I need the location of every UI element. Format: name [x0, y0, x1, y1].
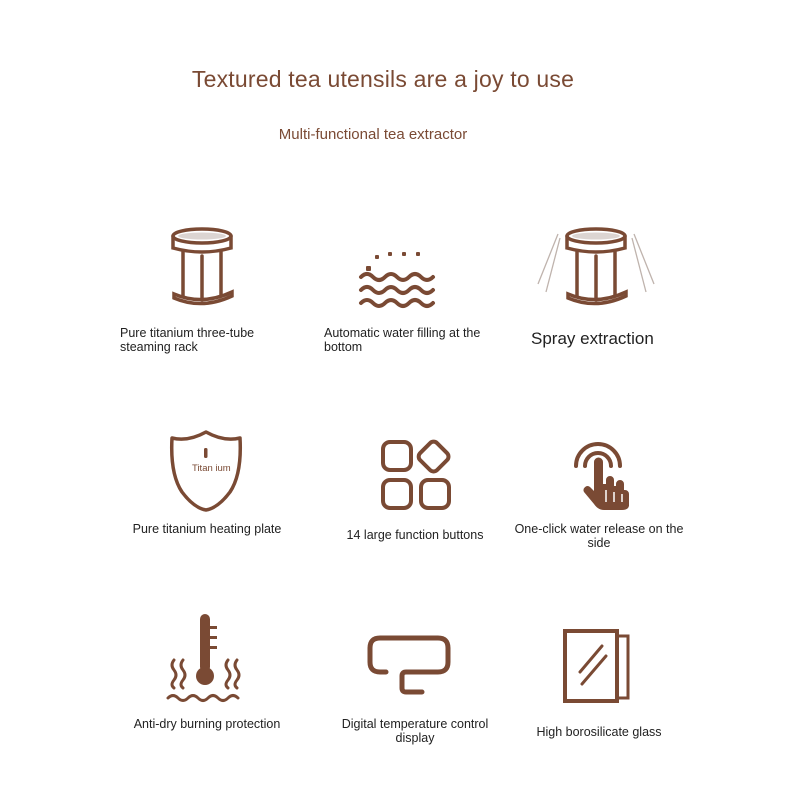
titanium-badge-text: Titan ium: [192, 463, 231, 474]
feature-label: Digital temperature control display: [341, 717, 489, 745]
water-waves-icon: [358, 250, 438, 310]
touch-finger-icon: [570, 434, 634, 514]
shield-icon: [168, 428, 244, 512]
feature-label: Pure titanium heating plate: [132, 522, 282, 536]
spray-icon: [536, 226, 656, 310]
feature-label: Automatic water filling at the bottom: [324, 326, 481, 354]
page-title: Textured tea utensils are a joy to use: [191, 66, 575, 92]
feature-label: Pure titanium three-tube steaming rack: [120, 326, 255, 354]
steaming-rack-icon: [166, 226, 238, 310]
thermometer-icon: [164, 612, 248, 710]
feature-label: Anti-dry burning protection: [133, 717, 281, 731]
display-screen-icon: [366, 634, 452, 698]
glass-panel-icon: [562, 628, 632, 704]
feature-label: High borosilicate glass: [536, 725, 662, 739]
feature-label: 14 large function buttons: [346, 528, 484, 542]
function-grid-icon: [380, 438, 456, 514]
feature-label: Spray extraction: [531, 329, 654, 348]
page-subtitle: Multi-functional tea extractor: [278, 126, 468, 143]
feature-label: One-click water release on the side: [514, 522, 684, 550]
